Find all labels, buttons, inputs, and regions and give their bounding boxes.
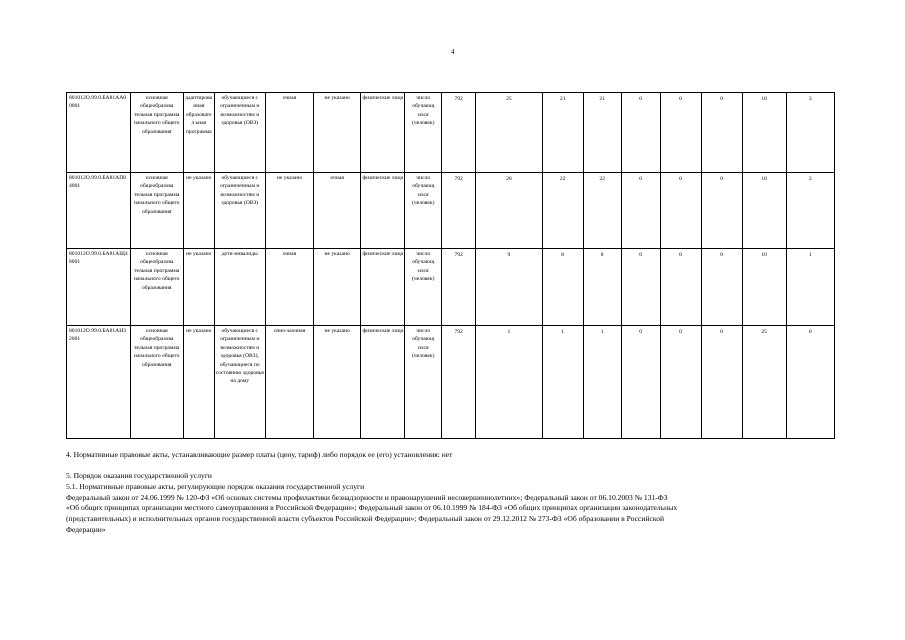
price-year2-cell: 0 [660,173,701,249]
okei-code-cell: 792 [442,93,476,173]
indicator-name-cell: число обучающ ихся (человек) [405,326,442,439]
price-year1-cell: 0 [621,249,660,326]
okei-code-cell: 792 [442,249,476,326]
term-cell: не указано [314,249,361,326]
consumer-category-cell: физические лица [361,173,405,249]
registry-code-cell: 801012О.99.0.БА81АН32001 [67,326,131,439]
program-content-cell: основная общеобразова тельная программа начального общего образования [130,93,183,173]
section-4-text: 4. Нормативные правовые акты, устанавливающие размер платы (цену, тариф) либо порядок ее (его) установления: нет [66,450,453,459]
table-row [67,249,835,326]
price-year1-cell: 0 [621,326,660,439]
section-5 [66,471,826,536]
program-type-cell: не указано [183,326,214,439]
price-year2-cell: 0 [660,249,701,326]
indicator-name-cell: число обучающ ихся (человек) [405,93,442,173]
price-year3-cell: 0 [701,173,742,249]
section-5-title: 5. Порядок оказания государственной услуги [66,471,212,480]
consumer-category-cell: физические лица [361,249,405,326]
program-type-cell: не указано [183,249,214,326]
price-year2-cell: 0 [660,93,701,173]
okei-code-cell: 792 [442,173,476,249]
deviation-percent-cell: 25 [742,326,786,439]
indicator-name-cell: число обучающ ихся (человек) [405,173,442,249]
deviation-percent-cell: 10 [742,93,786,173]
price-year2-cell: 0 [660,326,701,439]
value-year2-cell: 8 [542,249,583,326]
deviation-absolute-cell: 3 [786,93,834,173]
program-type-cell: адаптирова нная образовател ьная программа [183,93,214,173]
price-year3-cell: 0 [701,249,742,326]
student-category-cell: дети-инвалиды [214,249,265,326]
student-category-cell: обучающиеся с ограниченным и возможностям и здоровья (ОВЗ) [214,93,265,173]
value-year1-cell: 20 [476,173,543,249]
program-type-cell: не указано [183,173,214,249]
consumer-category-cell: физические лица [361,93,405,173]
value-year2-cell: 21 [542,93,583,173]
value-year3-cell: 1 [583,326,621,439]
study-form-cell: не указано [265,173,313,249]
value-year2-cell: 22 [542,173,583,249]
indicator-name-cell: число обучающ ихся (человек) [405,249,442,326]
value-year1-cell: 1 [476,326,543,439]
value-year3-cell: 22 [583,173,621,249]
term-cell: очная [314,173,361,249]
deviation-absolute-cell: 2 [786,173,834,249]
okei-code-cell: 792 [442,326,476,439]
legal-acts-line: (представительных) и исполнительных органов государственной власти субъектов Российской Федерации»; Федеральный закон от 29.12.2012 № 273-ФЗ «Об образовании в Российской [66,514,665,524]
deviation-percent-cell: 10 [742,173,786,249]
program-content-cell: основная общеобразова тельная программа начального общего образования [130,249,183,326]
legal-acts-line: Федерации» [66,524,106,534]
table-row [67,173,835,249]
program-content-cell: основная общеобразова тельная программа начального общего образования [130,326,183,439]
value-year3-cell: 8 [583,249,621,326]
deviation-absolute-cell: 0 [786,326,834,439]
value-year2-cell: 1 [542,326,583,439]
deviation-percent-cell: 10 [742,249,786,326]
registry-code-cell: 801012О.99.0.БА81АА00001 [67,93,131,173]
registry-code-cell: 801012О.99.0.БА81АП04001 [67,173,131,249]
study-form-cell: очно-заочная [265,326,313,439]
study-form-cell: очная [265,249,313,326]
student-category-cell: обучающиеся с ограниченным и возможностям и здоровья (ОВЗ) [214,173,265,249]
table-row [67,326,835,439]
student-category-cell: обучающиеся с ограниченным и возможностям и здоровья (ОВЗ), обучающиеся по состоянию здоровья на дому [214,326,265,439]
price-year1-cell: 0 [621,93,660,173]
price-year1-cell: 0 [621,173,660,249]
value-year1-cell: 9 [476,249,543,326]
value-year1-cell: 25 [476,93,543,173]
price-year3-cell: 0 [701,93,742,173]
program-content-cell: основная общеобразова тельная программа начального общего образования [130,173,183,249]
table-row [67,93,835,173]
page-number: 4 [451,48,455,56]
term-cell: не указано [314,93,361,173]
term-cell: не указано [314,326,361,439]
value-year3-cell: 21 [583,93,621,173]
study-form-cell: очная [265,93,313,173]
legal-acts-line: «Об общих принципах организации местного самоуправления в Российской Федерации»; Федеральный закон от 06.10.1999 № 184-ФЗ «Об общих принципах организации законодательных [66,503,678,513]
section-5-1-title: 5.1. Нормативные правовые акты, регулирующие порядок оказания государственной услуги [66,481,365,491]
price-year3-cell: 0 [701,326,742,439]
service-volume-table [66,92,835,439]
deviation-absolute-cell: 1 [786,249,834,326]
legal-acts-line: Федеральный закон от 24.06.1999 № 120-ФЗ «Об основах системы профилактики безнадзорности и правонарушений несовершеннолетних»; Федеральный закон от 06.10.2003 № 131-ФЗ [66,492,668,502]
consumer-category-cell: физические лица [361,326,405,439]
registry-code-cell: 801012О.99.0.БА81АЩ48001 [67,249,131,326]
